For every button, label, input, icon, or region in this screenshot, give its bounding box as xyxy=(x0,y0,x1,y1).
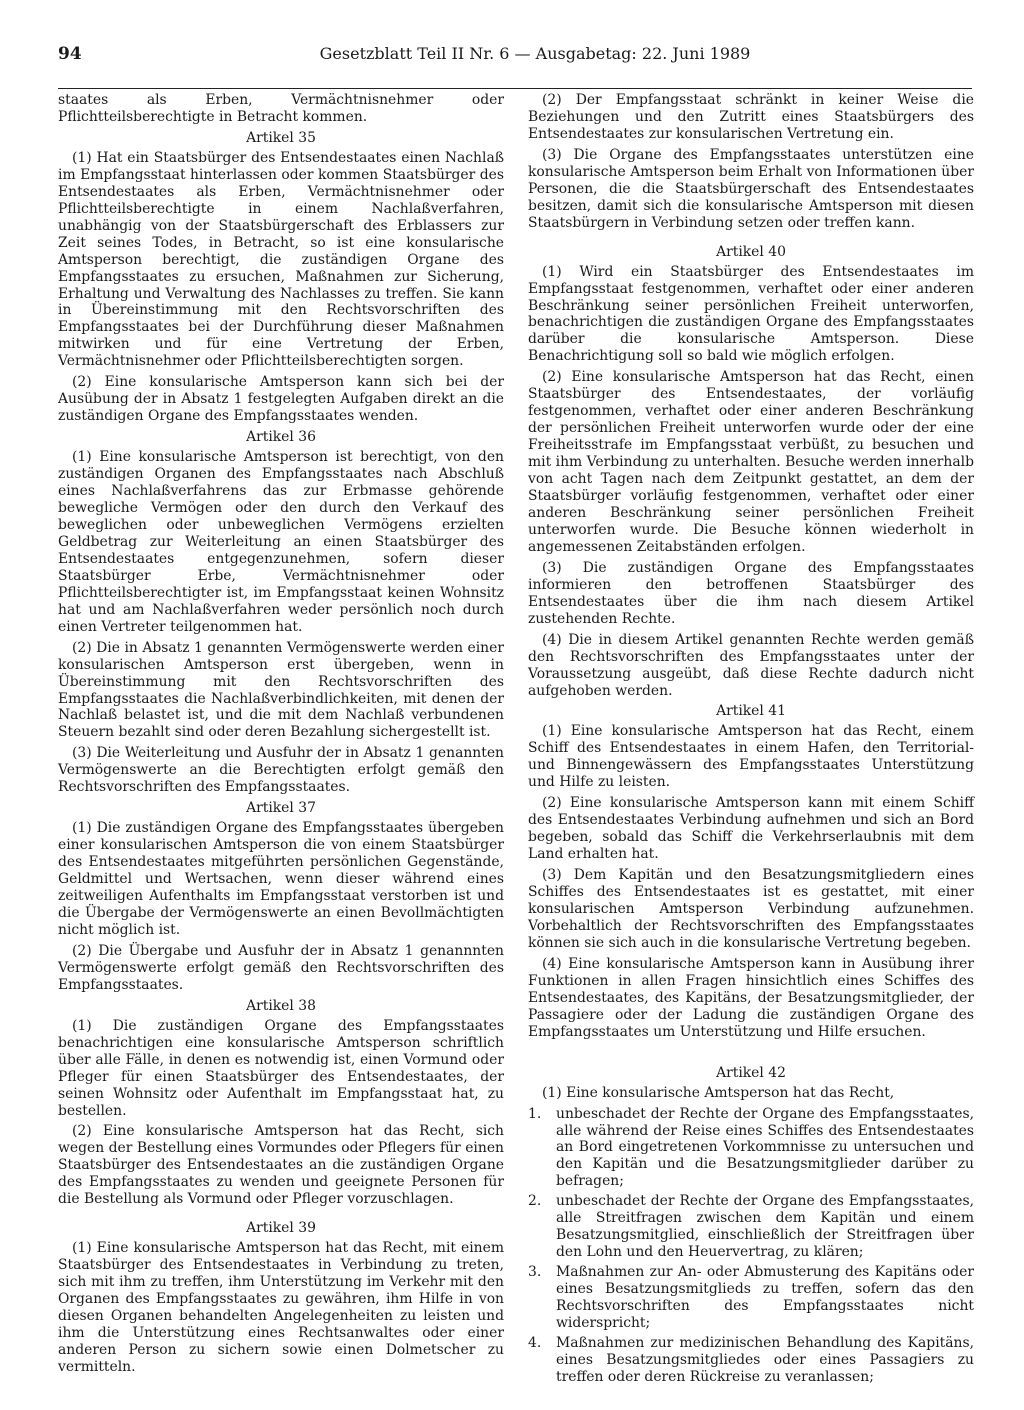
article-37-paragraph-1: (1) Die zuständigen Organe des Empfangsstaates übergeben einer konsularischen Amtsperson die von einem Staatsbürger des Entsendestaates mitgeführten persönlichen Gegenstände, Geldmittel und Wertsachen, wenn dieser während eines zeitweiligen Aufenthalts im Empfangsstaat verstorben ist und die Übergabe der Vermögenswerte an einen Bevollmächtigten nicht möglich ist. xyxy=(58,820,504,938)
article-36-paragraph-3: (3) Die Weiterleitung und Ausfuhr der in Absatz 1 genannten Vermögenswerte an die Berechtigten erfolgt gemäß den Rechtsvorschriften des Empfangsstaates. xyxy=(58,745,504,796)
left-column xyxy=(58,92,504,1380)
article-38-heading: Artikel 38 xyxy=(246,997,316,1014)
list-item-number: 1. xyxy=(528,1105,542,1122)
list-item-number: 4. xyxy=(528,1334,542,1351)
article-38-paragraph-1: (1) Die zuständigen Organe des Empfangsstaates benachrichtigen eine konsularische Amtsperson schriftlich über alle Fälle, in denen es notwendig ist, einen Vormund oder Pfleger für einen Staatsbürger des Entsendestaates, der seinen Wohnsitz oder Aufenthalt im Empfangsstaat hat, zu bestellen. xyxy=(58,1017,504,1119)
page-header xyxy=(58,44,972,68)
article-37-heading: Artikel 37 xyxy=(246,800,316,817)
article-39-heading: Artikel 39 xyxy=(246,1220,316,1237)
article-41-paragraph-2: (2) Eine konsularische Amtsperson kann mit einem Schiff des Entsendestaates Verbindung aufnehmen und sich an Bord begeben, sobald das Schiff die Verkehrserlaubnis mit dem Land erhalten hat. xyxy=(528,795,974,863)
list-item-text: unbeschadet der Rechte der Organe des Empfangsstaates, alle während der Reise eines Schiffes des Entsendestaates an Bord eingetretenen Vorkommnisse zu untersuchen und den Kapitän und die Besatzungsmitglieder darüber zu befragen; xyxy=(556,1105,974,1190)
article-41-heading: Artikel 41 xyxy=(716,703,786,720)
page-number: 94 xyxy=(58,44,82,64)
article-36-paragraph-2: (2) Die in Absatz 1 genannten Vermögenswerte werden einer konsularischen Amtsperson erst übergeben, wenn in Übereinstimmung mit den Rechtsvorschriften des Empfangsstaates die Nachlaßverbindlichkeiten, mit denen der Nachlaß belastet ist, und die mit dem Nachlaß verbundenen Steuern bezahlt sind oder deren Bezahlung sichergestellt ist. xyxy=(58,639,504,741)
list-item xyxy=(528,1193,974,1261)
article-40-paragraph-2: (2) Eine konsularische Amtsperson hat das Recht, einen Staatsbürger des Entsendestaates, der vorläufig festgenommen, verhaftet oder einer anderen Beschränkung der persönlichen Freiheit unterworfen wurde oder der eine Freiheitsstrafe im Empfangsstaat verbüßt, zu besuchen und mit ihm Verbindung zu unterhalten. Besuche werden innerhalb von acht Tagen nach dem Zeitpunkt gestattet, an dem der Staatsbürger vorläufig festgenommen, verhaftet oder einer anderen Beschränkung seiner persönlichen Freiheit unterworfen wurde. Die Besuche können wiederholt in angemessenen Zeitabständen erfolgen. xyxy=(528,369,974,555)
header-rule xyxy=(58,88,972,89)
article-36-paragraph-1: (1) Eine konsularische Amtsperson ist berechtigt, von den zuständigen Organen des Empfangsstaates nach Abschluß eines Nachlaßverfahrens das zur Erbmasse gehörende bewegliche Vermögen oder den durch den Verkauf des beweglichen oder unbeweglichen Vermögens erzielten Geldbetrag zur Weiterleitung an einen Staatsbürger des Entsendestaates entgegenzunehmen, sofern dieser Staatsbürger Erbe, Vermächtnisnehmer oder Pflichtteilsberechtigter ist, im Empfangsstaat keinen Wohnsitz hat und am Nachlaßverfahren weder persönlich noch durch einen Vertreter teilgenommen hat. xyxy=(58,449,504,635)
list-item-number: 2. xyxy=(528,1193,542,1210)
list-item xyxy=(528,1335,974,1386)
list-item-text: Maßnahmen zur medizinischen Behandlung des Kapitäns, eines Besatzungsmitgliedes oder eines Passagiers zu treffen oder deren Rückreise zu veranlassen; xyxy=(556,1334,974,1385)
article-41-paragraph-1: (1) Eine konsularische Amtsperson hat das Recht, einem Schiff des Entsendestaates in einem Hafen, den Territorial- und Binnengewässern des Empfangsstaates Unterstützung und Hilfe zu leisten. xyxy=(528,723,974,791)
continuation-paragraph: staates als Erben, Vermächtnisnehmer oder Pflichtteilsberechtigte in Betracht kommen. xyxy=(58,92,504,125)
list-item-text: unbeschadet der Rechte der Organe des Empfangsstaates, alle Streitfragen zwischen dem Kapitän und einem Besatzungsmitglied, einschließlich der Streitfragen über den Lohn und den Heuervertrag, zu klären; xyxy=(556,1193,974,1261)
list-item xyxy=(528,1106,974,1191)
article-39-paragraph-2: (2) Der Empfangsstaat schränkt in keiner Weise die Beziehungen und den Zutritt eines Staatsbürgers des Entsendestaates zur konsularischen Vertretung ein. xyxy=(528,92,974,142)
article-42-paragraph-1: (1) Eine konsularische Amtsperson hat das Recht, xyxy=(542,1084,895,1101)
article-39-paragraph-1: (1) Eine konsularische Amtsperson hat das Recht, mit einem Staatsbürger des Entsendestaates in Verbindung zu treten, sich mit ihm zu treffen, ihm Unterstützung im Verkehr mit den Organen des Empfangsstaates zu gewähren, ihm Hilfe in von diesen Organen behandelten Angelegenheiten zu leisten und ihm die Unterstützung eines Rechtsanwaltes oder einer anderen Person zu sichern sowie einen Dolmetscher zu vermitteln. xyxy=(58,1240,504,1375)
article-36-heading: Artikel 36 xyxy=(246,429,316,446)
list-item-number: 3. xyxy=(528,1264,542,1281)
article-40-paragraph-3: (3) Die zuständigen Organe des Empfangsstaates informieren den betroffenen Staatsbürger des Entsendestaates über die ihm nach diesem Artikel zustehenden Rechte. xyxy=(528,559,974,627)
article-42-heading: Artikel 42 xyxy=(716,1064,786,1081)
list-item-text: Maßnahmen zur An- oder Abmusterung des Kapitäns oder eines Besatzungsmitglieds zu treffen, sofern das den Rechtsvorschriften des Empfangsstaates nicht widerspricht; xyxy=(556,1264,974,1331)
article-35-paragraph-1: (1) Hat ein Staatsbürger des Entsendestaates einen Nachlaß im Empfangsstaat hinterlassen oder kommen Staatsbürger des Entsendestaates als Erben, Vermächtnisnehmer oder Pflichtteilsberechtigte in einem Nachlaßverfahren, unabhängig von der Staatsbürgerschaft des Erblassers zur Zeit seines Todes, in Betracht, so ist eine konsularische Amtsperson berechtigt, die zuständigen Organe des Empfangsstaates zu ersuchen, Maßnahmen zur Sicherung, Erhaltung und Verwaltung des Nachlasses zu treffen. Sie kann in Übereinstimmung mit den Rechtsvorschriften des Empfangsstaates bei der Durchführung dieser Maßnahmen mitwirken und für eine Vertretung der Erben, Vermächtnisnehmer oder Pflichtteilsberechtigten sorgen. xyxy=(58,149,504,370)
list-item xyxy=(528,1264,974,1332)
running-title: Gesetzblatt Teil II Nr. 6 — Ausgabetag: 22. Juni 1989 xyxy=(319,44,751,63)
right-column xyxy=(528,92,974,1389)
article-38-paragraph-2: (2) Eine konsularische Amtsperson hat das Recht, sich wegen der Bestellung eines Vormundes oder Pflegers für einen Staatsbürger des Entsendestaates an die zuständigen Organe des Empfangsstaates zu wenden und geeignete Personen für die Bestellung als Vormund oder Pfleger vorzuschlagen. xyxy=(58,1123,504,1208)
article-37-paragraph-2: (2) Die Übergabe und Ausfuhr der in Absatz 1 genannnten Vermögenswerte erfolgt gemäß den Rechtsvorschriften des Empfangsstaates. xyxy=(58,942,504,993)
article-41-paragraph-3: (3) Dem Kapitän und den Besatzungsmitgliedern eines Schiffes des Entsendestaates ist es gestattet, mit einer konsularischen Amtsperson Verbindung aufzunehmen. Vorbehaltlich der Rechtsvorschriften des Empfangsstaates können sie sich auch in die konsularische Vertretung begeben. xyxy=(528,867,974,951)
article-35-paragraph-2: (2) Eine konsularische Amtsperson kann sich bei der Ausübung der in Absatz 1 festgelegten Aufgaben direkt an die zuständigen Organe des Empfangsstaates wenden. xyxy=(58,374,504,425)
article-39-paragraph-3: (3) Die Organe des Empfangsstaates unterstützen eine konsularische Amtsperson beim Erhalt von Informationen über Personen, die die Staatsbürgerschaft des Entsendestaates besitzen, damit sich die konsularische Amtsperson mit diesen Staatsbürgern in Verbindung setzen oder treffen kann. xyxy=(528,146,974,231)
article-40-heading: Artikel 40 xyxy=(716,243,786,260)
article-40-paragraph-1: (1) Wird ein Staatsbürger des Entsendestaates im Empfangsstaat festgenommen, verhaftet oder einer anderen Beschränkung seiner persönlichen Freiheit unterworfen, benachrichtigen die zuständigen Organe des Empfangsstaates darüber die konsularische Amtsperson. Diese Benachrichtigung soll so bald wie möglich erfolgen. xyxy=(528,263,974,365)
article-35-heading: Artikel 35 xyxy=(246,129,316,146)
article-40-paragraph-4: (4) Die in diesem Artikel genannten Rechte werden gemäß den Rechtsvorschriften des Empfangsstaates unter der Voraussetzung ausgeübt, daß diese Rechte dadurch nicht aufgehoben werden. xyxy=(528,631,974,699)
article-41-paragraph-4: (4) Eine konsularische Amtsperson kann in Ausübung ihrer Funktionen in allen Fragen hinsichtlich eines Schiffes des Entsendestaates, des Kapitäns, der Besatzungsmitglieder, der Passagiere oder der Ladung die zuständigen Organe des Empfangsstaates um Unterstützung und Hilfe ersuchen. xyxy=(528,955,974,1040)
